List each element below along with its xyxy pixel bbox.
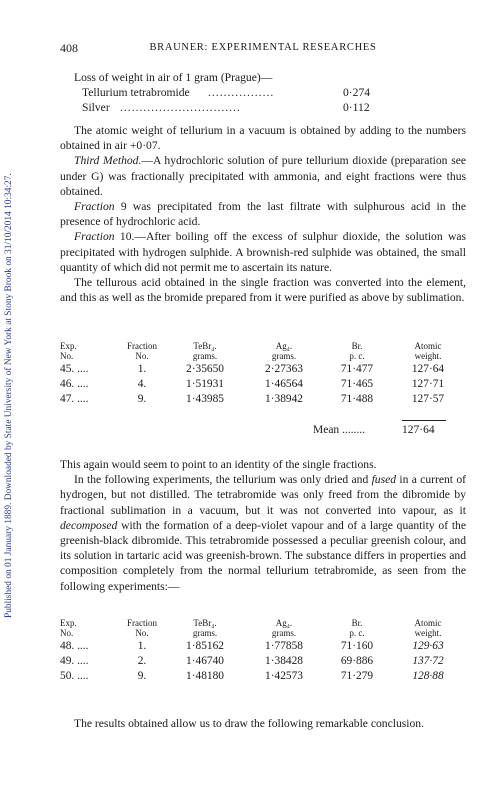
table-header-row <box>60 628 466 638</box>
table-header: Ag₄. <box>275 341 293 351</box>
paragraph-emphasis: fused <box>371 473 397 487</box>
table-cell: 49. .... <box>60 654 89 667</box>
table-cell: 127·64 <box>411 362 445 375</box>
loss-block <box>60 70 466 116</box>
table-header-row <box>60 618 466 628</box>
table-cell: 1·46740 <box>186 654 224 667</box>
loss-row-value: 0·274 <box>343 86 371 100</box>
table-cell: 1·46564 <box>265 377 303 390</box>
table-header: Atomic <box>414 618 442 628</box>
table-header: grams. <box>192 628 218 638</box>
sum-rule <box>402 420 446 421</box>
body-middle <box>60 457 466 594</box>
table-cell: 46. .... <box>60 377 89 390</box>
body-upper <box>60 123 466 305</box>
loss-row-value: 0·112 <box>343 101 370 115</box>
table-header-row <box>60 341 466 351</box>
table-row <box>60 361 466 376</box>
loss-row <box>60 85 466 100</box>
paragraph: In the following experiments, the tellurium was only dried and fused in a current of hydrogen, but not distilled. The tetrabromide was only freed from the dibromide by fractional sublimation in a vacuum, but it was not converted into vapour, as it decomposed with the formation of a deep-violet vapour and of a large quantity of the greenish-black dibromide. This tetrabromide possessed a peculiar greenish colour, and its solution in tartaric acid was greenish-brown. The substance differs in properties and composition completely from the normal tellurium tetrabromide, as seen from the following experiments:— <box>60 473 466 593</box>
table-header: grams. <box>192 351 218 361</box>
table-cell: 50. .... <box>60 669 89 682</box>
loss-row-name: Tellurium tetrabromide <box>82 86 190 100</box>
table-header: No. <box>135 628 149 638</box>
table-cell: 1·42573 <box>265 669 303 682</box>
mean-value: 127·64 <box>402 424 435 436</box>
table-header: grams. <box>271 351 297 361</box>
table-header: Ag₄. <box>275 618 293 628</box>
table-header: Fraction <box>127 618 157 628</box>
table-cell: 71·279 <box>340 669 374 682</box>
table-header: Exp. <box>60 341 77 351</box>
table-cell: 127·71 <box>411 377 445 390</box>
table-cell: 1·38942 <box>265 392 303 405</box>
table-cell: 48. .... <box>60 639 89 652</box>
download-notice: Published on 01 January 1889. Downloaded by State University of New York at Stony Brook on 31/10/2014 10:34:27. <box>4 173 14 618</box>
running-title: BRAUNER: EXPERIMENTAL RESEARCHES <box>149 42 377 53</box>
table-row <box>60 391 466 406</box>
loss-row-name: Silver <box>82 101 110 115</box>
table-cell: 9. <box>137 392 147 405</box>
table-row <box>60 638 466 653</box>
table-header-row <box>60 351 466 361</box>
table-cell: 129·63 <box>412 639 444 652</box>
table-row <box>60 376 466 391</box>
page-number: 408 <box>60 41 78 55</box>
results-table-1 <box>60 341 466 406</box>
table-header: Fraction <box>127 341 157 351</box>
table-header: Atomic <box>414 341 442 351</box>
table-row <box>60 668 466 683</box>
paragraph-emphasis: Fraction <box>74 230 115 244</box>
table-cell: 1·38428 <box>265 654 303 667</box>
paragraph-emphasis: decomposed <box>60 518 118 532</box>
table-cell: 45. .... <box>60 362 89 375</box>
loss-row-dots: ............................... <box>120 101 241 115</box>
table-header: p. c. <box>349 628 365 638</box>
paragraph: This again would seem to point to an identity of the single fractions. <box>60 458 377 471</box>
paragraph: Fraction 10.—After boiling off the excess of sulphur dioxide, the solution was precipitated with hydrogen sulphide. A brownish-red sulphide was obtained, the small quantity of which did not permit me to ascertain its nature. <box>60 230 466 274</box>
table-cell: 1·51931 <box>186 377 224 390</box>
table-header: No. <box>60 628 74 638</box>
table-header: TeBr₄. <box>193 618 217 628</box>
body-lower <box>60 716 466 731</box>
table-cell: 71·488 <box>340 392 374 405</box>
table-header: weight. <box>414 628 442 638</box>
paragraph-emphasis: Fraction <box>74 200 115 214</box>
paragraph: The results obtained allow us to draw the following remarkable conclusion. <box>74 717 424 730</box>
table-cell: 127·57 <box>411 392 445 405</box>
loss-title: Loss of weight in air of 1 gram (Prague)— <box>74 71 273 84</box>
table-cell: 71·477 <box>340 362 374 375</box>
table-cell: 1. <box>137 362 147 375</box>
loss-row-dots: ................. <box>208 86 275 100</box>
table-cell: 71·465 <box>340 377 374 390</box>
table-header: Exp. <box>60 618 77 628</box>
table-cell: 1·77858 <box>265 639 303 652</box>
table-header: Br. <box>351 341 363 351</box>
paragraph-emphasis: Third Method. <box>74 154 142 168</box>
table-header: TeBr₄. <box>193 341 217 351</box>
mean-row <box>60 424 466 440</box>
table-cell: 128·88 <box>412 669 444 682</box>
table-header: weight. <box>414 351 442 361</box>
table-row <box>60 653 466 668</box>
table-cell: 9. <box>137 669 147 682</box>
table-cell: 71·160 <box>340 639 374 652</box>
table-cell: 1·48180 <box>186 669 224 682</box>
table-header: No. <box>60 351 74 361</box>
mean-label: Mean ........ <box>313 424 366 436</box>
table-header: Br. <box>351 618 363 628</box>
results-table-2 <box>60 618 466 683</box>
table-cell: 1. <box>137 639 147 652</box>
table-cell: 2·35650 <box>186 362 224 375</box>
table-header: No. <box>135 351 149 361</box>
table-cell: 1·43985 <box>186 392 224 405</box>
paragraph: The tellurous acid obtained in the single fraction was converted into the element, and this as well as the bromide prepared from it were purified as above by sublimation. <box>60 276 466 305</box>
paragraph: The atomic weight of tellurium in a vacuum is obtained by adding to the numbers obtained in air +0·07. <box>60 124 466 153</box>
page-header <box>60 41 466 57</box>
table-cell: 2·27363 <box>265 362 303 375</box>
paragraph: Third Method.—A hydrochloric solution of pure tellurium dioxide (preparation see under G) was fractionally precipitated with ammonia, and eight fractions were thus obtained. <box>60 154 466 198</box>
table-cell: 69·886 <box>340 654 374 667</box>
table-cell: 2. <box>137 654 147 667</box>
table-cell: 137·72 <box>412 654 444 667</box>
table-cell: 1·85162 <box>186 639 224 652</box>
loss-row <box>60 100 466 115</box>
table-cell: 47. .... <box>60 392 89 405</box>
table-cell: 4. <box>137 377 147 390</box>
paragraph: Fraction 9 was precipitated from the last filtrate with sulphurous acid in the presence of hydrochloric acid. <box>60 200 466 229</box>
table-header: grams. <box>271 628 297 638</box>
table-header: p. c. <box>349 351 365 361</box>
